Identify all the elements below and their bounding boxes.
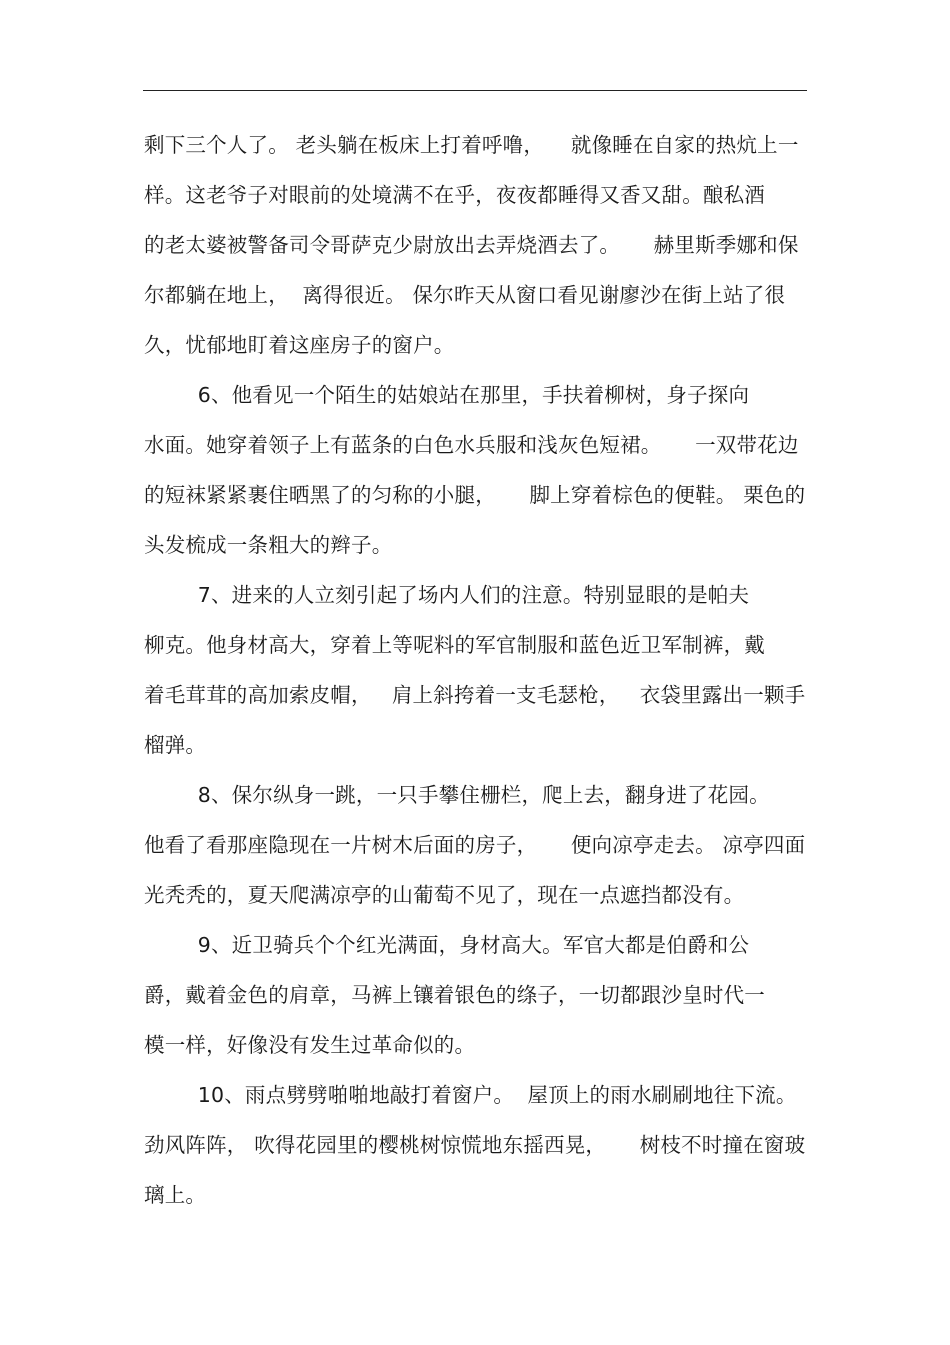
text-line: 的短袜紧紧裹住晒黑了的匀称的小腿， 脚上穿着棕色的便鞋。 栗色的 [144, 483, 806, 507]
text-line: 10、雨点劈劈啪啪地敲打着窗户。 屋顶上的雨水刷刷地往下流。 [144, 1083, 797, 1107]
text-line: 9、近卫骑兵个个红光满面，身材高大。军官大都是伯爵和公 [144, 933, 750, 957]
text-line: 头发梳成一条粗大的辫子。 [144, 533, 393, 557]
text-line: 尔都躺在地上， 离得很近。 保尔昨天从窗口看见谢廖沙在街上站了很 [144, 283, 786, 307]
text-line: 柳克。他身材高大，穿着上等呢料的军官制服和蓝色近卫军制裤，戴 [144, 633, 765, 657]
text-line: 璃上。 [144, 1183, 207, 1207]
text-line: 剩下三个人了。 老头躺在板床上打着呼噜， 就像睡在自家的热炕上一 [144, 133, 799, 157]
text-line: 久，忧郁地盯着这座房子的窗户。 [144, 333, 455, 357]
text-line: 7、进来的人立刻引起了场内人们的注意。特别显眼的是帕夫 [144, 583, 750, 607]
text-line: 他看了看那座隐现在一片树木后面的房子， 便向凉亭走去。 凉亭四面 [144, 833, 806, 857]
text-line: 模一样，好像没有发生过革命似的。 [144, 1033, 476, 1057]
text-line: 8、保尔纵身一跳，一只手攀住栅栏，爬上去，翻身进了花园。 [144, 783, 770, 807]
text-line: 光秃秃的，夏天爬满凉亭的山葡萄不见了，现在一点遮挡都没有。 [144, 883, 745, 907]
text-line: 着毛茸茸的高加索皮帽， 肩上斜挎着一支毛瑟枪， 衣袋里露出一颗手 [144, 683, 806, 707]
body-text [144, 120, 808, 1220]
text-line: 榴弹。 [144, 733, 207, 757]
text-line: 的老太婆被警备司令哥萨克少尉放出去弄烧酒去了。 赫里斯季娜和保 [144, 233, 799, 257]
text-line: 爵，戴着金色的肩章，马裤上镶着银色的绦子，一切都跟沙皇时代一 [144, 983, 765, 1007]
header-rule [143, 90, 807, 91]
text-line: 样。这老爷子对眼前的处境满不在乎，夜夜都睡得又香又甜。酿私酒 [144, 183, 765, 207]
text-line: 劲风阵阵， 吹得花园里的樱桃树惊慌地东摇西晃， 树枝不时撞在窗玻 [144, 1133, 806, 1157]
text-line: 水面。她穿着领子上有蓝条的白色水兵服和浅灰色短裙。 一双带花边 [144, 433, 799, 457]
text-line: 6、他看见一个陌生的姑娘站在那里，手扶着柳树，身子探向 [144, 383, 750, 407]
